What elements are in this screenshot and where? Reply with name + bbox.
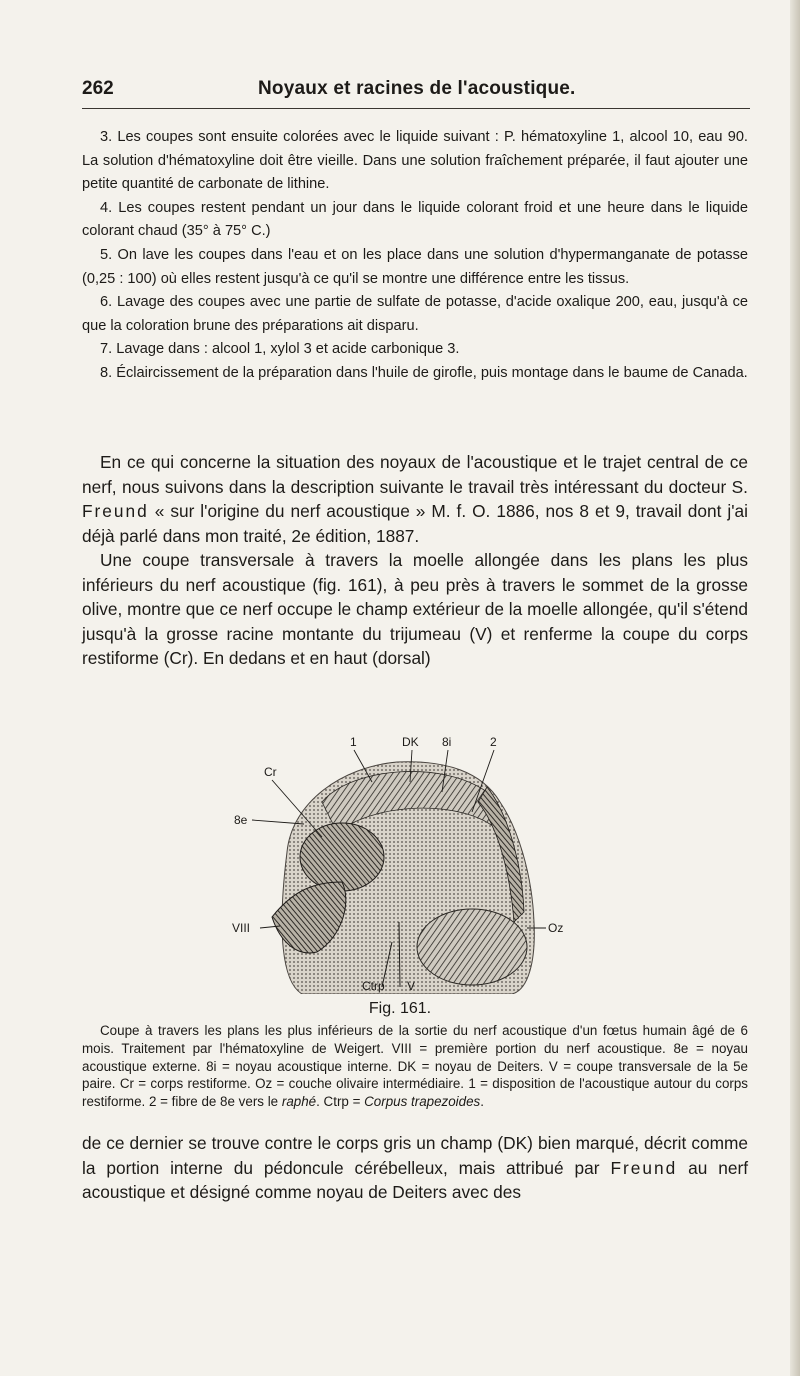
step-4: 4. Les coupes restent pendant un jour dans le liquide colorant froid et une heure dans le liquide colorant chaud (35° à 75° C.) bbox=[82, 199, 748, 240]
header-rule bbox=[82, 108, 750, 109]
page-number: 262 bbox=[82, 78, 114, 99]
paragraph-deiters: de ce dernier se trouve contre le corps gris un champ (DK) bien marqué, décrit comme la portion interne du pédoncule cérébelleux, mais attribué par Freund au nerf acoustique et désigné comme noyau de Deiters avec des bbox=[82, 1133, 749, 1202]
fig-label-oz: Oz bbox=[548, 921, 564, 935]
step-3: 3. Les coupes sont ensuite colorées avec le liquide suivant : P. hématoxyline 1, alcool 10, eau 90. La solution d'hématoxyline doit être vieille. Dans une solution fraîchement préparée, il faut ajouter une petite quantité de carbonate de lithine. bbox=[82, 129, 748, 193]
fig-label-8e: 8e bbox=[234, 813, 248, 827]
body-text bbox=[82, 450, 748, 671]
fig-label-dk: DK bbox=[402, 735, 419, 749]
figure-caption: Coupe à travers les plans les plus inférieurs de la sortie du nerf acoustique d'un fœtus humain âgé de 6 mois. Traitement par l'hématoxyline de Weigert. VIII = première portion du nerf acoustique. 8e = noyau acoustique externe. 8i = noyau acoustique interne. DK = noyau de Deiters. V = coupe transversale de la 5e paire. Cr = corps restiforme. Oz = couche olivaire intermédiaire. 1 = disposition de l'acoustique autour du corps restiforme. 2 = fibre de 8e vers le raphé. Ctrp = Corpus trapezoides. bbox=[82, 1023, 748, 1110]
olivary-layer bbox=[417, 909, 527, 985]
paragraph-freund: En ce qui concerne la situation des noyaux de l'acoustique et le trajet central de ce nerf, nous suivons dans la description suivante le travail très intéressant du docteur S. Freund « sur l'origine du nerf acoustique » M. f. O. 1886, nos 8 et 9, travail dont j'ai déjà parlé dans mon traité, 2e édition, 1887. bbox=[82, 452, 748, 546]
fig-label-1: 1 bbox=[350, 735, 357, 749]
page-edge bbox=[790, 0, 800, 1376]
fig-label-ctrp: Ctrp bbox=[362, 979, 385, 993]
figure-title: Fig. 161. bbox=[368, 1000, 432, 1017]
step-7: 7. Lavage dans : alcool 1, xylol 3 et acide carbonique 3. bbox=[100, 341, 460, 358]
restiform-body bbox=[300, 823, 384, 891]
step-8: 8. Éclaircissement de la préparation dans l'huile de girofle, puis montage dans le baume de Canada. bbox=[100, 364, 748, 381]
continuation-text bbox=[82, 1131, 748, 1205]
fig-label-v: V bbox=[407, 979, 416, 993]
author-name: Freund bbox=[82, 501, 149, 521]
page-header bbox=[82, 78, 742, 108]
procedure-steps bbox=[82, 126, 748, 386]
running-title: Noyaux et racines de l'acoustique. bbox=[258, 78, 576, 99]
fig-label-cr: Cr bbox=[264, 765, 277, 779]
fig-label-8i: 8i bbox=[442, 735, 452, 749]
fig-label-viii: VIII bbox=[232, 921, 251, 935]
medulla-section-illustration bbox=[232, 732, 572, 994]
step-6: 6. Lavage des coupes avec une partie de sulfate de potasse, d'acide oxalique 200, eau, jusqu'à ce que la coloration brune des préparations ait disparu. bbox=[82, 294, 748, 334]
paragraph-coupe: Une coupe transversale à travers la moelle allongée dans les plans les plus inférieurs du nerf acoustique (fig. 161), à peu près à travers le sommet de la grosse olive, montre que ce nerf occupe le champ extérieur de la moelle allongée, qu'il s'étend jusqu'à la grosse racine montante du trijumeau (V) et renferme la coupe du corps restiforme (Cr). En dedans et en haut (dorsal) bbox=[82, 550, 748, 668]
fig-label-2: 2 bbox=[490, 735, 497, 749]
figure-161 bbox=[232, 732, 572, 994]
step-5: 5. On lave les coupes dans l'eau et on les place dans une solution d'hypermanganate de potasse (0,25 : 100) où elles restent jusqu'à ce qu'il se montre une différence entre les tissus. bbox=[82, 246, 748, 287]
author-name-2: Freund bbox=[610, 1157, 678, 1178]
